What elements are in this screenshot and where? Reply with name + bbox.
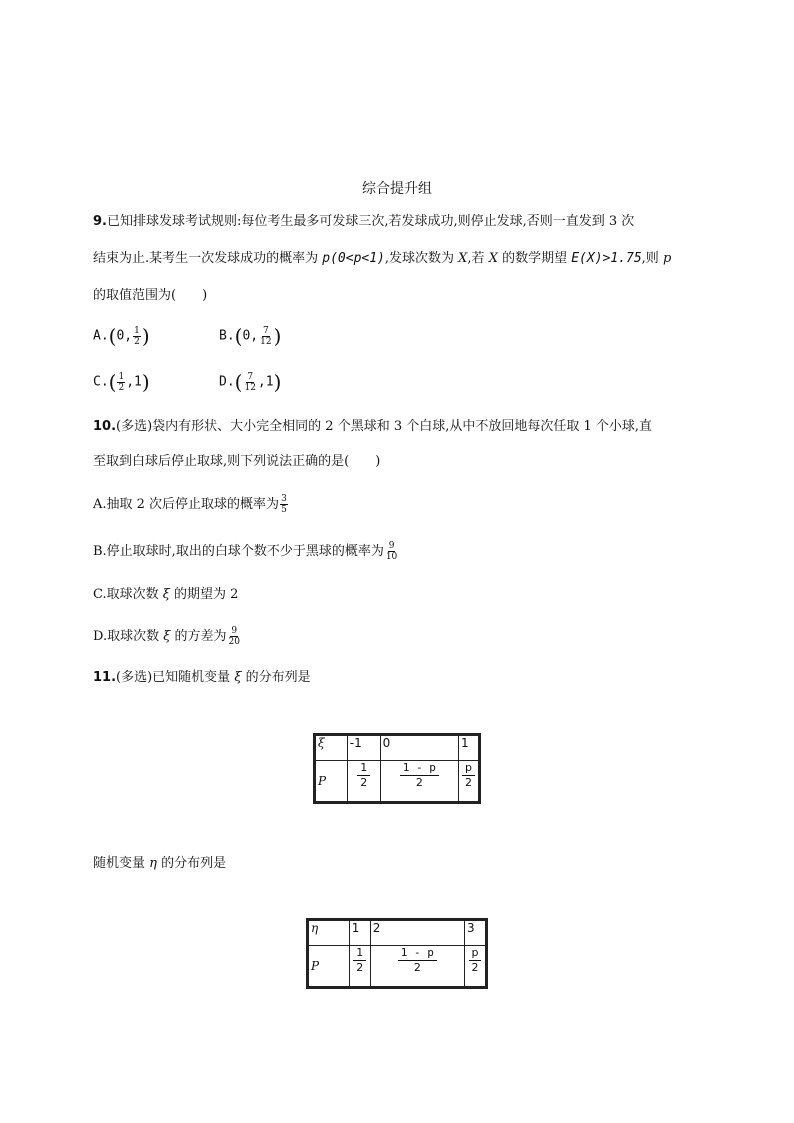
frac-num: 1: [353, 946, 366, 961]
frac-num: 1 - p: [400, 761, 439, 776]
frac-num: 3: [281, 494, 287, 504]
option-c-label: C.: [93, 374, 109, 390]
q9-text-1: 已知排球发球考试规则:每位考生最多可发球三次,若发球成功,则停止发球,否则一直发到 3 次: [106, 214, 635, 229]
frac-den: 2: [465, 776, 472, 789]
q11-number: 11.: [93, 670, 117, 685]
option-a-label: A.: [93, 328, 109, 344]
q9-number: 9.: [93, 214, 107, 229]
section-title: 综合提升组: [362, 181, 432, 197]
table-row: [315, 735, 480, 761]
option-a-fraction: [133, 326, 141, 347]
xi-distribution-table: [313, 733, 481, 804]
q10-line2: 至取到白球后停止取球,则下列说法正确的是( ): [93, 454, 381, 469]
q10-option-c-text-b: 的期望为 2: [169, 587, 239, 602]
q10-option-d: [93, 626, 242, 647]
option-a-left: 0,: [116, 328, 133, 344]
table-row: [315, 761, 480, 803]
q9-option-d: D.( $\frac{7}{12}$ ,1): [219, 370, 282, 394]
table-cell: 1: [459, 735, 480, 761]
q9-text-2a: 结束为止.某考生一次发球成功的概率为: [93, 251, 323, 266]
q9-expectation: E(X)>1.75: [571, 251, 642, 266]
table-cell: η: [308, 920, 350, 946]
frac-num: 9: [231, 626, 238, 636]
q10-option-a-text: A.抽取 2 次后停止取球的概率为: [93, 497, 280, 512]
table-cell: 3: [465, 920, 487, 946]
q9-text-2c: ,发球次数为: [384, 251, 459, 266]
q10-option-a: [93, 494, 289, 515]
q11-text-2b: 的分布列是: [156, 856, 227, 871]
frac-num: 7: [247, 371, 254, 382]
q9-text-2e: ,若: [467, 251, 489, 266]
q10-option-d-text-b: 的方差为: [170, 629, 227, 644]
frac-den: 2: [413, 961, 421, 974]
frac-den: 2: [134, 336, 140, 347]
q11-var-eta: η: [149, 856, 157, 871]
table-cell: ξ: [315, 735, 348, 761]
q10-option-d-var: ξ: [163, 629, 171, 644]
frac-den: 2: [471, 961, 479, 974]
frac-den: 2: [118, 382, 125, 393]
q9-var-x: X: [458, 251, 468, 266]
q9-text-2g: 的数学期望: [497, 251, 572, 266]
q11-text-2a: 随机变量: [93, 856, 150, 871]
frac-den: 20: [228, 637, 240, 647]
option-c-fraction: [117, 372, 125, 393]
frac-den: 2: [415, 776, 423, 789]
q9-option-a: A.(0, $\frac{1}{2}$ ): [93, 324, 150, 348]
option-c-right: ,1: [126, 374, 142, 390]
q11-text-1b: 的分布列是: [241, 670, 311, 685]
q9-p-range: p(0<p<1): [322, 251, 385, 266]
q10-option-c: [93, 585, 238, 605]
frac-den: 12: [260, 336, 272, 347]
option-b-left: 0,: [242, 328, 259, 344]
q10-option-c-var: ξ: [162, 587, 170, 602]
q9-line2: [93, 249, 671, 269]
option-d-label: D.: [219, 374, 235, 390]
q10-option-a-fraction: [280, 494, 288, 515]
q11-line1: [93, 668, 311, 688]
q11-var-xi: ξ: [234, 670, 242, 685]
q9-text-2i: ,则: [641, 251, 663, 266]
q10-text-1: (多选)袋内有形状、大小完全相同的 2 个黑球和 3 个白球,从中不放回地每次任取 1 个小球,直: [116, 419, 653, 434]
table-row: [308, 946, 487, 988]
q10-option-d-fraction: [228, 626, 241, 647]
q9-option-c: C.( $\frac{1}{2}$ ,1): [93, 370, 150, 394]
q10-line1: [93, 417, 652, 437]
table-cell: [370, 946, 464, 988]
table-cell: P: [308, 946, 350, 988]
q10-option-b-fraction: [385, 541, 398, 562]
eta-distribution-table: [306, 918, 488, 989]
frac-num: 1: [118, 371, 125, 382]
table-cell: [347, 761, 380, 803]
frac-num: p: [462, 761, 475, 776]
q11-text-1a: (多选)已知随机变量: [116, 670, 235, 685]
option-b-fraction: [259, 326, 272, 347]
frac-num: 1: [357, 761, 370, 776]
q10-option-b-text: B.停止取球时,取出的白球个数不少于黑球的概率为: [93, 544, 384, 559]
q9-option-b: B.(0, $\frac{7}{12}$ ): [219, 324, 282, 348]
table-cell: [459, 761, 480, 803]
q9-line1: [93, 212, 634, 232]
q10-option-c-text-a: C.取球次数: [93, 587, 163, 602]
table-cell: [380, 761, 458, 803]
frac-num: 7: [262, 325, 269, 336]
table-cell: 1: [349, 920, 370, 946]
option-b-label: B.: [219, 328, 235, 344]
q9-line3: 的取值范围为( ): [93, 288, 208, 303]
frac-den: 10: [385, 552, 398, 562]
q10-number: 10.: [93, 419, 117, 434]
frac-num: 9: [388, 541, 395, 551]
frac-num: 1 - p: [398, 946, 437, 961]
frac-num: 1: [134, 325, 140, 336]
q9-var-x2: X: [488, 251, 498, 266]
frac-den: 12: [244, 382, 256, 393]
q9-var-p: p: [662, 251, 672, 266]
option-d-fraction: [243, 372, 256, 393]
q10-option-d-text-a: D.取球次数: [93, 629, 164, 644]
table-cell: 0: [380, 735, 458, 761]
frac-den: 5: [281, 505, 287, 515]
option-d-right: ,1: [257, 374, 274, 390]
table-cell: [465, 946, 487, 988]
table-row: [308, 920, 487, 946]
q11-line2: [93, 854, 226, 874]
table-cell: -1: [347, 735, 380, 761]
frac-num: p: [469, 946, 482, 961]
frac-den: 2: [356, 961, 364, 974]
table-cell: 2: [370, 920, 464, 946]
table-cell: [349, 946, 370, 988]
frac-den: 2: [360, 776, 368, 789]
table-cell: P: [315, 761, 348, 803]
q10-option-b: [93, 541, 399, 562]
